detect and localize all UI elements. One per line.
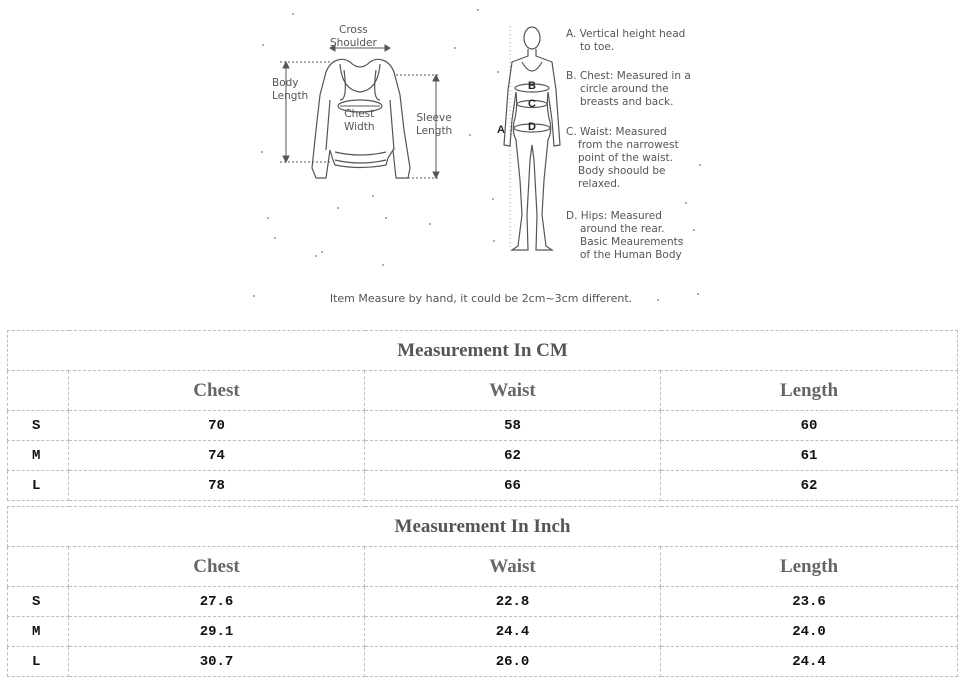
cm-header-row (8, 371, 958, 411)
inch-header-blank (8, 547, 69, 587)
waist-value: 22.8 (365, 587, 661, 617)
inch-title-row (8, 507, 958, 547)
note-c-line-3: point of the waist. (578, 152, 674, 164)
body-length-label-line-1: Body (272, 77, 299, 89)
note-a (566, 28, 685, 54)
chest-width-label (344, 108, 375, 134)
sleeve-length-label-line-2: Length (416, 125, 453, 137)
note-b-line-3: breasts and back. (580, 96, 674, 108)
inch-header-waist: Waist (365, 547, 661, 587)
body-letter-a: A (497, 124, 505, 136)
note-c-line-1: C. Waist: Measured (566, 126, 667, 138)
inch-table-title: Measurement In Inch (8, 507, 958, 547)
waist-value: 58 (365, 411, 661, 441)
chest-value: 30.7 (69, 647, 365, 677)
table-row (8, 441, 958, 471)
note-d-line-1: D. Hips: Measured (566, 210, 662, 222)
table-row (8, 647, 958, 677)
cm-header-blank (8, 371, 69, 411)
cm-header-chest: Chest (69, 371, 365, 411)
length-value: 61 (661, 441, 958, 471)
length-value: 24.0 (661, 617, 958, 647)
table-row (8, 471, 958, 501)
size-label: L (8, 647, 69, 677)
note-d (566, 210, 683, 262)
inch-header-row (8, 547, 958, 587)
waist-value: 66 (365, 471, 661, 501)
table-row (8, 411, 958, 441)
length-value: 60 (661, 411, 958, 441)
body-letter-b: B (528, 80, 536, 92)
inch-header-length: Length (661, 547, 958, 587)
size-label: M (8, 617, 69, 647)
chest-value: 29.1 (69, 617, 365, 647)
length-value: 24.4 (661, 647, 958, 677)
cm-header-waist: Waist (365, 371, 661, 411)
cm-table-title: Measurement In CM (8, 331, 958, 371)
cm-title-row (8, 331, 958, 371)
chest-value: 74 (69, 441, 365, 471)
note-a-line-1: A. Vertical height head (566, 28, 686, 40)
cross-shoulder-label-line-2: Shoulder (330, 37, 377, 49)
chest-width-label-line-2: Width (344, 121, 375, 133)
body-length-label (272, 77, 308, 103)
human-figure (504, 26, 560, 250)
note-d-line-2: around the rear. (580, 223, 665, 235)
cross-shoulder-label-line-1: Cross (338, 24, 368, 36)
chest-value: 78 (69, 471, 365, 501)
note-d-line-4: of the Human Body (580, 249, 682, 261)
note-c (566, 126, 679, 191)
table-row (8, 617, 958, 647)
note-b-line-1: B. Chest: Measured in a (566, 70, 691, 82)
body-letter-d: D (528, 121, 536, 133)
sleeve-length-label (416, 112, 452, 138)
sleeve-length-label-line-1: Sleeve (416, 112, 452, 124)
body-length-label-line-2: Length (272, 90, 309, 102)
size-label: S (8, 411, 69, 441)
size-label: M (8, 441, 69, 471)
size-label: S (8, 587, 69, 617)
cm-size-table (7, 330, 958, 501)
length-value: 62 (661, 471, 958, 501)
inch-size-table (7, 506, 958, 677)
chest-value: 70 (69, 411, 365, 441)
note-c-line-2: from the narrowest (578, 139, 679, 151)
note-b (566, 70, 691, 109)
note-a-line-2: to toe. (580, 41, 615, 53)
waist-value: 24.4 (365, 617, 661, 647)
size-label: L (8, 471, 69, 501)
chest-value: 27.6 (69, 587, 365, 617)
measurement-footnote: Item Measure by hand, it could be 2cm~3cm different. (329, 292, 633, 305)
note-c-line-4: Body shoould be (578, 165, 666, 177)
waist-value: 62 (365, 441, 661, 471)
body-letter-c: C (528, 98, 536, 110)
diagram-illustration (0, 0, 962, 320)
chest-width-label-line-1: Chest (344, 108, 375, 120)
cross-shoulder-label (330, 24, 377, 50)
size-guide-diagram (0, 0, 962, 320)
note-c-line-5: relaxed. (578, 178, 621, 190)
cm-header-length: Length (661, 371, 958, 411)
inch-header-chest: Chest (69, 547, 365, 587)
note-d-line-3: Basic Meaurements (580, 236, 684, 248)
note-b-line-2: circle around the (580, 83, 669, 95)
waist-value: 26.0 (365, 647, 661, 677)
table-row (8, 587, 958, 617)
length-value: 23.6 (661, 587, 958, 617)
